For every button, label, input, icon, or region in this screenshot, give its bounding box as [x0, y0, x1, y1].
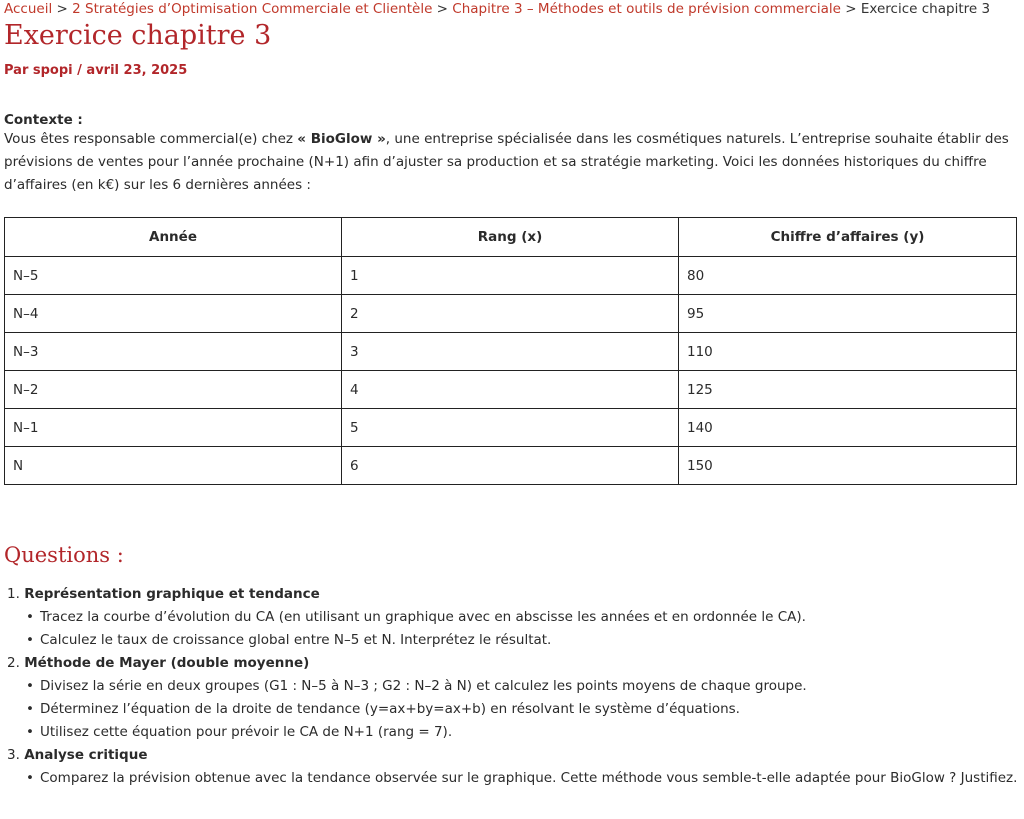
revenue-cell: 80: [679, 257, 1017, 295]
context-paragraph: [4, 128, 1020, 197]
breadcrumb: [4, 0, 1020, 19]
breadcrumb-category-link[interactable]: 2 Stratégies d’Optimisation Commerciale et Clientèle: [72, 1, 433, 17]
revenue-cell: 150: [679, 447, 1017, 485]
company-name: « BioGlow »: [297, 131, 386, 147]
question-item: [4, 583, 1020, 652]
question-item: [4, 652, 1020, 744]
year-cell: N–4: [5, 295, 342, 333]
table-row: [5, 333, 1017, 371]
breadcrumb-separator: >: [436, 1, 448, 17]
revenue-cell: 140: [679, 409, 1017, 447]
question-title: Méthode de Mayer (double moyenne): [24, 655, 310, 671]
rank-cell: 4: [342, 371, 679, 409]
list-item: • Utilisez cette équation pour prévoir le CA de N+1 (rang = 7).: [40, 721, 1020, 744]
revenue-cell: 110: [679, 333, 1017, 371]
column-header-revenue: Chiffre d’affaires (y): [679, 218, 1017, 257]
list-item: • Tracez la courbe d’évolution du CA (en utilisant un graphique avec en abscisse les années et en ordonnée le CA).: [40, 606, 1020, 629]
year-cell: N–5: [5, 257, 342, 295]
breadcrumb-separator: >: [845, 1, 857, 17]
revenue-table: [4, 217, 1017, 485]
page-title: Exercice chapitre 3: [4, 20, 272, 51]
column-header-rank: Rang (x): [342, 218, 679, 257]
question-subitems: [4, 767, 1020, 790]
revenue-cell: 125: [679, 371, 1017, 409]
rank-cell: 5: [342, 409, 679, 447]
question-subitems: [4, 675, 1020, 744]
question-subitems: [4, 606, 1020, 652]
list-item: • Comparez la prévision obtenue avec la tendance observée sur le graphique. Cette méthode vous semble-t-elle adaptée pour BioGlow ? Justifiez.: [40, 767, 1020, 790]
question-title: Analyse critique: [24, 747, 148, 763]
question-number: 2.: [7, 655, 20, 671]
year-cell: N–1: [5, 409, 342, 447]
revenue-cell: 95: [679, 295, 1017, 333]
list-item: • Divisez la série en deux groupes (G1 : N–5 à N–3 ; G2 : N–2 à N) et calculez les points moyens de chaque groupe.: [40, 675, 1020, 698]
list-item: • Calculez le taux de croissance global entre N–5 et N. Interprétez le résultat.: [40, 629, 1020, 652]
breadcrumb-home-link[interactable]: Accueil: [4, 1, 53, 17]
question-number: 1.: [7, 586, 20, 602]
rank-cell: 1: [342, 257, 679, 295]
rank-cell: 6: [342, 447, 679, 485]
year-cell: N–3: [5, 333, 342, 371]
context-label: Contexte :: [4, 112, 83, 128]
table-row: [5, 447, 1017, 485]
table-row: [5, 257, 1017, 295]
question-number: 3.: [7, 747, 20, 763]
list-item: • Déterminez l’équation de la droite de tendance (y=ax+by=ax+b) en résolvant le système d’équations.: [40, 698, 1020, 721]
question-title: Représentation graphique et tendance: [24, 586, 320, 602]
questions-heading: Questions :: [4, 543, 124, 567]
breadcrumb-chapter-link[interactable]: Chapitre 3 – Méthodes et outils de prévision commerciale: [452, 1, 841, 17]
table-row: [5, 371, 1017, 409]
rank-cell: 2: [342, 295, 679, 333]
year-cell: N–2: [5, 371, 342, 409]
breadcrumb-current: Exercice chapitre 3: [860, 1, 991, 17]
breadcrumb-separator: >: [56, 1, 68, 17]
rank-cell: 3: [342, 333, 679, 371]
questions-list: [4, 583, 1020, 790]
post-meta: Par spopi / avril 23, 2025: [4, 63, 188, 78]
context-text-pre: Vous êtes responsable commercial(e) chez: [4, 131, 298, 147]
table-row: [5, 409, 1017, 447]
question-item: [4, 744, 1020, 790]
table-row: [5, 295, 1017, 333]
context-text-post: , une entreprise spécialisée dans les cosmétiques naturels. L’entreprise souhaite établir des prévisions de ventes pour l’année prochaine (N+1) afin d’ajuster sa production et sa stratégie marketing. Voici les données historiques du chiffre d’affaires (en k€) sur les 6 dernières années :: [4, 131, 1009, 193]
column-header-year: Année: [5, 218, 342, 257]
table-header-row: [5, 218, 1017, 257]
year-cell: N: [5, 447, 342, 485]
